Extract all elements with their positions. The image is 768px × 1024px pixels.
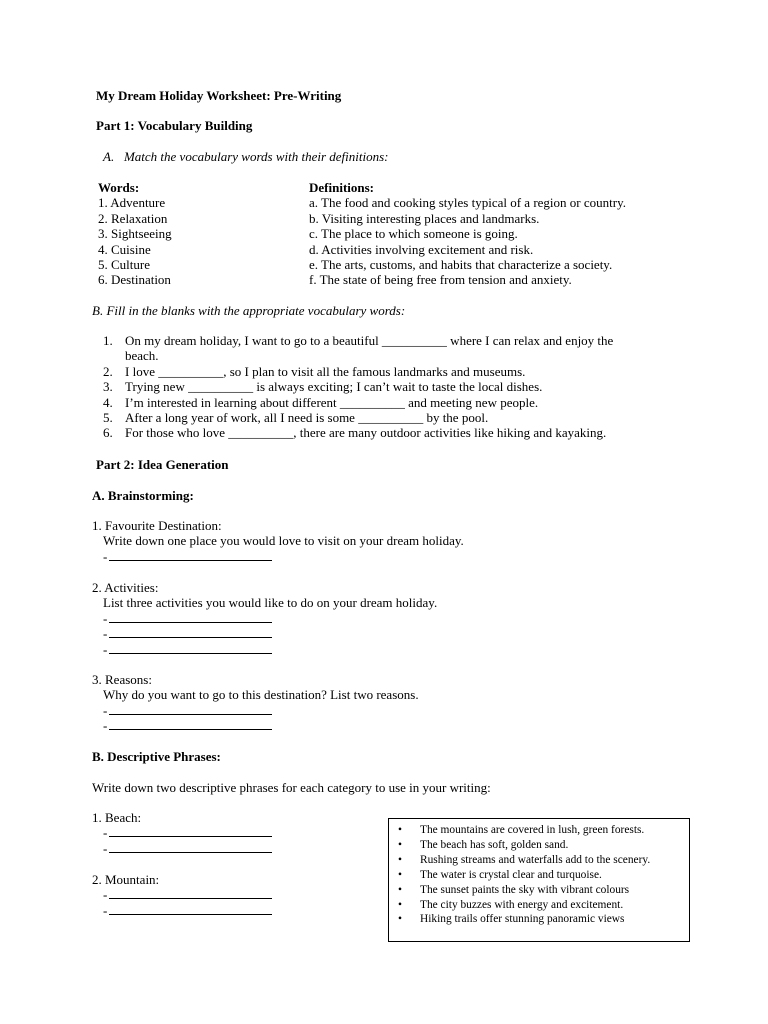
item-number: 1.: [103, 333, 113, 348]
item-number: 5.: [103, 410, 113, 426]
phrase-item: [389, 868, 689, 883]
word-item: 2. Relaxation: [98, 210, 168, 226]
item-number: 2.: [103, 363, 113, 379]
definitions-header: Definitions:: [309, 180, 374, 195]
beach-section: [92, 810, 272, 856]
word-item: 5. Culture: [98, 257, 150, 273]
part1-heading: Part 1: Vocabulary Building: [96, 118, 253, 133]
mountain-label: 2. Mountain:: [92, 872, 160, 887]
definition-item: f. The state of being free from tension and anxiety.: [309, 272, 572, 288]
question-text: Why do you want to go to this destination? List two reasons.: [103, 687, 419, 703]
mountain-section: [92, 872, 272, 918]
item-number: 3.: [103, 379, 113, 395]
definition-item: c. The place to which someone is going.: [309, 226, 518, 242]
phrase-text: The beach has soft, golden sand.: [420, 838, 569, 851]
section-a-instruction-text: Match the vocabulary words with their definitions:: [123, 149, 389, 164]
phrase-text: Rushing streams and waterfalls add to the scenery.: [420, 853, 651, 866]
definition-item: e. The arts, customs, and habits that characterize a society.: [309, 257, 613, 273]
list-item: [103, 425, 613, 440]
answer-line[interactable]: [92, 887, 272, 902]
phrase-item: [389, 853, 689, 868]
answer-line[interactable]: [92, 703, 419, 718]
list-item: [103, 333, 613, 348]
word-item: 6. Destination: [98, 272, 171, 288]
dash: -: [103, 548, 108, 564]
dash: -: [103, 702, 108, 718]
dash: -: [103, 610, 108, 626]
list-item: [103, 379, 613, 394]
phrase-item: [389, 883, 689, 898]
section-a-label: A.: [103, 149, 115, 164]
blank-line: [109, 718, 272, 730]
item-text: I love __________, so I plan to visit all the famous landmarks and museums.: [125, 363, 526, 379]
question-1: [92, 518, 464, 564]
bullet-icon: •: [398, 898, 402, 911]
list-item: [103, 364, 613, 379]
list-item: [103, 410, 613, 425]
word-item: 1. Adventure: [98, 195, 166, 211]
phrase-text: Hiking trails offer stunning panoramic views: [420, 913, 625, 926]
section-a-instruction: [103, 149, 389, 164]
blank-line: [109, 611, 272, 623]
bullet-icon: •: [398, 838, 402, 851]
words-column: [98, 180, 172, 288]
definition-item: d. Activities involving excitement and risk.: [309, 241, 534, 257]
blank-line: [109, 642, 272, 654]
question-title: 1. Favourite Destination:: [92, 518, 222, 533]
definitions-column: [309, 180, 626, 288]
beach-label: 1. Beach:: [92, 810, 142, 825]
question-title: 2. Activities:: [92, 580, 159, 595]
part2-heading: Part 2: Idea Generation: [96, 457, 229, 472]
question-title: 3. Reasons:: [92, 672, 152, 687]
dash: -: [103, 626, 108, 642]
definition-item: b. Visiting interesting places and landmarks.: [309, 210, 540, 226]
item-number: 6.: [103, 425, 113, 441]
blank-line: [109, 825, 272, 837]
question-2: [92, 580, 437, 657]
list-item-continuation: beach.: [125, 348, 159, 364]
descriptive-instruction: Write down two descriptive phrases for each category to use in your writing:: [92, 780, 491, 795]
answer-line[interactable]: [92, 825, 272, 840]
word-item: 4. Cuisine: [98, 241, 151, 257]
item-text: For those who love __________, there are many outdoor activities like hiking and kayaking.: [125, 425, 607, 441]
dash: -: [103, 902, 108, 918]
blank-line: [109, 626, 272, 638]
answer-line[interactable]: [92, 903, 272, 918]
descriptive-heading: B. Descriptive Phrases:: [92, 749, 221, 764]
brainstorming-heading: A. Brainstorming:: [92, 488, 194, 503]
list-item: [103, 395, 613, 410]
bullet-icon: •: [398, 868, 402, 881]
blank-line: [109, 903, 272, 915]
phrase-bank-box: [388, 818, 690, 942]
blank-line: [109, 549, 272, 561]
fill-blank-list: [103, 333, 613, 441]
blank-line: [109, 841, 272, 853]
blank-line: [109, 887, 272, 899]
words-header: Words:: [98, 180, 140, 195]
question-text: List three activities you would like to do on your dream holiday.: [103, 595, 438, 611]
phrase-item: [389, 898, 689, 913]
answer-line[interactable]: [92, 841, 272, 856]
question-3: [92, 672, 419, 734]
item-number: 4.: [103, 394, 113, 410]
word-item: 3. Sightseeing: [98, 226, 172, 242]
item-text: On my dream holiday, I want to go to a beautiful __________ where I can relax and enjoy the: [125, 333, 614, 348]
dash: -: [103, 887, 108, 903]
section-b-instruction: B. Fill in the blanks with the appropriate vocabulary words:: [92, 303, 406, 318]
phrase-text: The sunset paints the sky with vibrant colours: [420, 883, 630, 896]
phrase-text: The city buzzes with energy and excitement.: [420, 898, 624, 911]
phrase-text: The mountains are covered in lush, green forests.: [420, 824, 645, 836]
blank-line: [109, 703, 272, 715]
phrase-item: [389, 838, 689, 853]
item-text: Trying new __________ is always exciting; I can’t wait to taste the local dishes.: [125, 379, 543, 395]
dash: -: [103, 718, 108, 734]
bullet-icon: •: [398, 913, 402, 926]
answer-line[interactable]: [92, 611, 437, 626]
question-text: Write down one place you would love to visit on your dream holiday.: [103, 533, 464, 549]
bullet-icon: •: [398, 824, 402, 836]
phrase-item: [389, 912, 689, 927]
item-text: After a long year of work, all I need is some __________ by the pool.: [125, 410, 489, 426]
dash: -: [103, 641, 108, 657]
page-title: My Dream Holiday Worksheet: Pre-Writing: [96, 88, 342, 103]
bullet-icon: •: [398, 883, 402, 896]
item-text: I’m interested in learning about different __________ and meeting new people.: [125, 394, 539, 410]
answer-line[interactable]: [92, 626, 437, 641]
dash: -: [103, 840, 108, 856]
phrase-text: The water is crystal clear and turquoise.: [420, 868, 602, 881]
answer-line[interactable]: [92, 642, 437, 657]
answer-line[interactable]: [92, 549, 464, 564]
dash: -: [103, 825, 108, 841]
answer-line[interactable]: [92, 718, 419, 733]
definition-item: a. The food and cooking styles typical of a region or country.: [309, 195, 626, 211]
phrase-item: [389, 823, 689, 838]
bullet-icon: •: [398, 853, 402, 866]
